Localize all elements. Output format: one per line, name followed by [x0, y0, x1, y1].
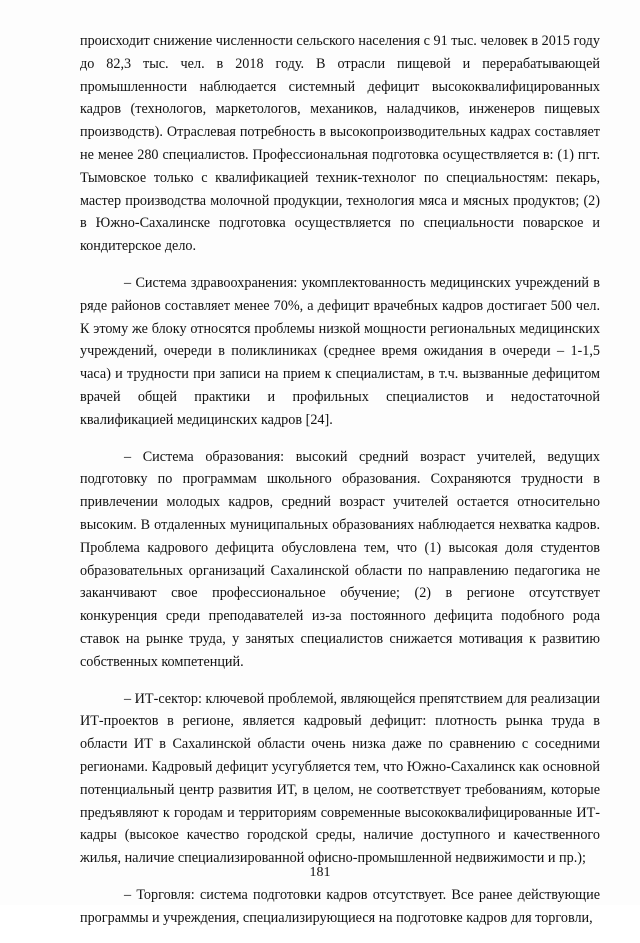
paragraph-trade: – Торговля: система подготовки кадров отсутствует. Все ранее действующие программы и учреждения, специализирующиеся на подготовке кадров для торговли,	[80, 886, 600, 926]
paragraph-education: – Система образования: высокий средний возраст учителей, ведущих подготовку по программам школьного образования. Сохраняются трудности в привлечении молодых кадров, средний возраст учителей остается относительно высоким. В отдаленных муниципальных образованиях наблюдается нехватка кадров. Проблема кадрового дефицита обусловлена тем, что (1) высокая доля студентов образовательных организаций Сахалинской области по направлению педагогика не заканчивают свое профессиональное обучение; (2) в регионе отсутствует конкуренция среди преподавателей из-за постоянного дефицита подобного рода ставок на рынке труда, у занятых специалистов снижается мотивация к развитию собственных компетенций.	[80, 448, 600, 670]
body-text	[80, 30, 600, 943]
paragraph-it-sector: – ИТ-сектор: ключевой проблемой, являющейся препятствием для реализации ИТ-проектов в регионе, является кадровый дефицит: плотность рынка труда в области ИТ в Сахалинской области очень низка даже по сравнению с соседними регионами. Кадровый дефицит усугубляется тем, что Южно-Сахалинск как основной потенциальный центр развития ИТ, в целом, не соответствует требованиям, которые предъявляют к городам и территориям современные высококвалифицированные ИТ-кадры (высокое качество городской среды, наличие доступного и качественного жилья, наличие специализированной офисно-промышленной недвижимости и пр.);	[80, 690, 600, 867]
paragraph-rural-population: происходит снижение численности сельского населения с 91 тыс. человек в 2015 году до 82,3 тыс. чел. в 2018 году. В отрасли пищевой и перерабатывающей промышленности наблюдается системный дефицит высококвалифицированных кадров (технологов, маркетологов, механиков, наладчиков, инженеров пищевых производств). Отраслевая потребность в высокопроизводительных кадрах составляет не менее 280 специалистов. Профессиональная подготовка осуществляется в: (1) пгт. Тымовское только с квалификацией техник-технолог по специальностям: пекарь, мастер производства молочной продукции, технология мяса и мясных продуктов; (2) в Южно-Сахалинске подготовка осуществляется по специальности поварское и кондитерское дело.	[80, 33, 600, 255]
paragraph-healthcare: – Система здравоохранения: укомплектованность медицинских учреждений в ряде районов составляет менее 70%, а дефицит врачебных кадров достигает 500 чел. К этому же блоку относятся проблемы низкой мощности региональных медицинских учреждений, очереди в поликлиниках (среднее время ожидания в очереди – 1-1,5 часа) и трудности при записи на прием к специалистам, в т.ч. вызванные дефицитом врачей общей практики и профильных специалистов и недостаточной квалификацией медицинских кадров [24].	[80, 274, 600, 428]
page-number: 181	[309, 865, 331, 880]
